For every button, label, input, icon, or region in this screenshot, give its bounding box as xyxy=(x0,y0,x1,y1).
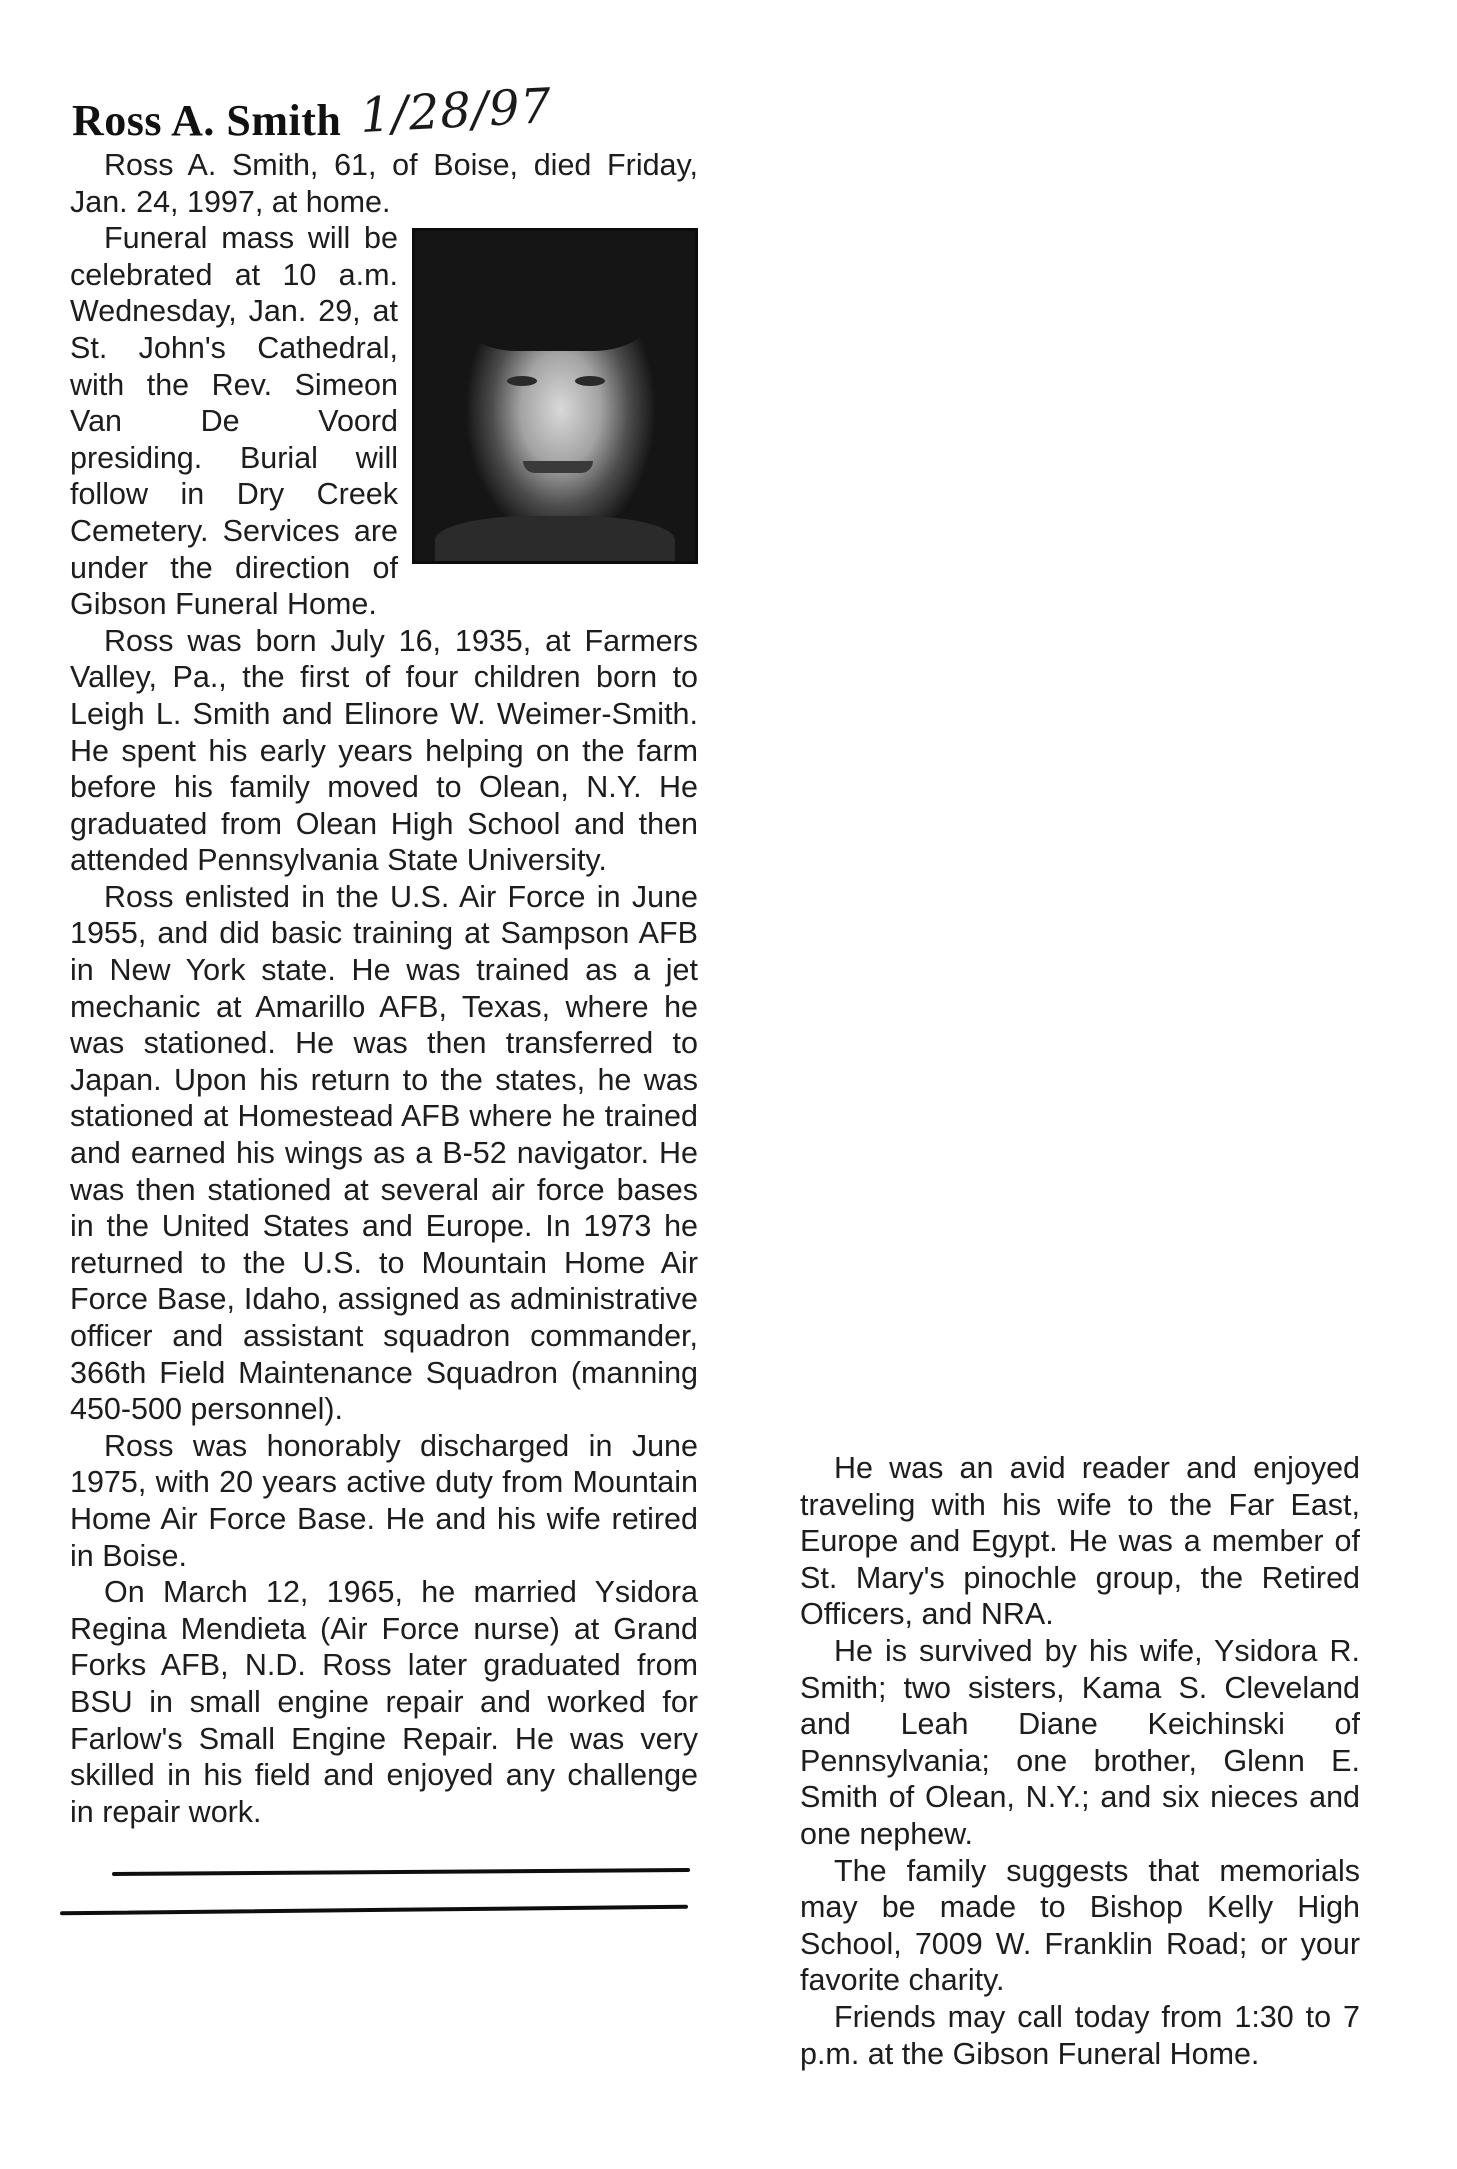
handwritten-date: 1/28/97 xyxy=(358,78,554,144)
paragraph-interests: He was an avid reader and enjoyed traveling with his wife to the Far East, Europe and Egypt. He was a member of St. Mary's pinochle group, the Retired Officers, and NRA. xyxy=(800,1451,1360,1632)
paragraph-memorials: The family suggests that memorials may be made to Bishop Kelly High School, 7009 W. Franklin Road; or your favorite charity. xyxy=(800,1853,1360,1998)
photo-hair xyxy=(460,241,650,351)
paragraph-funeral-mass: Funeral mass will be celebrated at 10 a.m. Wednesday, Jan. 29, at St. John's Cathedral, with the Rev. Simeon Van De Voord presiding. Burial will follow in Dry Creek Cemetery. Services are under the direction of Gibson Funeral Home. xyxy=(70,221,398,622)
paragraph-birth: Ross was born July 16, 1935, at Farmers Valley, Pa., the first of four children born to Leigh L. Smith and Elinore W. Weimer-Smith. He spent his early years helping on the farm before his family moved to Olean, N.Y. He graduated from Olean High School and then attended Pennsylvania State University. xyxy=(70,623,698,878)
photo-collar xyxy=(435,516,675,564)
portrait-photo xyxy=(412,228,698,564)
left-column xyxy=(70,147,698,1830)
obituary-title: Ross A. Smith xyxy=(72,96,342,145)
photo-left-eye xyxy=(507,376,537,386)
photo-right-eye xyxy=(575,376,605,386)
pen-underline-2 xyxy=(60,1905,688,1916)
obituary-clipping xyxy=(60,78,1390,2125)
paragraph-death-notice: Ross A. Smith, 61, of Boise, died Friday, Jan. 24, 1997, at home. xyxy=(70,148,698,219)
paragraph-air-force: Ross enlisted in the U.S. Air Force in June 1955, and did basic training at Sampson AFB in New York state. He was trained as a jet mechanic at Amarillo AFB, Texas, where he was stationed. He was then transferred to Japan. Upon his return to the states, he was stationed at Homestead AFB where he trained and earned his wings as a B-52 navigator. He was then stationed at several air force bases in the United States and Europe. In 1973 he returned to the U.S. to Mountain Home Air Force Base, Idaho, assigned as administrative officer and assistant squadron commander, 366th Field Maintenance Squadron (manning 450-500 personnel). xyxy=(70,879,698,1427)
pen-underline-1 xyxy=(112,1868,690,1876)
paragraph-discharge: Ross was honorably discharged in June 1975, with 20 years active duty from Mountain Home Air Force Base. He and his wife retired in Boise. xyxy=(70,1428,698,1573)
paragraph-visitation: Friends may call today from 1:30 to 7 p.m. at the Gibson Funeral Home. xyxy=(800,1999,1360,2071)
paragraph-marriage: On March 12, 1965, he married Ysidora Regina Mendieta (Air Force nurse) at Grand Forks AFB, N.D. Ross later graduated from BSU in small engine repair and worked for Farlow's Small Engine Repair. He was very skilled in his field and enjoyed any challenge in repair work. xyxy=(70,1575,698,1829)
right-column xyxy=(800,1450,1360,2072)
paragraph-survivors: He is survived by his wife, Ysidora R. Smith; two sisters, Kama S. Cleveland and Leah Diane Keichinski of Pennsylvania; one brother, Glenn E. Smith of Olean, N.Y.; and six nieces and one nephew. xyxy=(800,1633,1360,1851)
photo-mouth xyxy=(523,461,593,473)
